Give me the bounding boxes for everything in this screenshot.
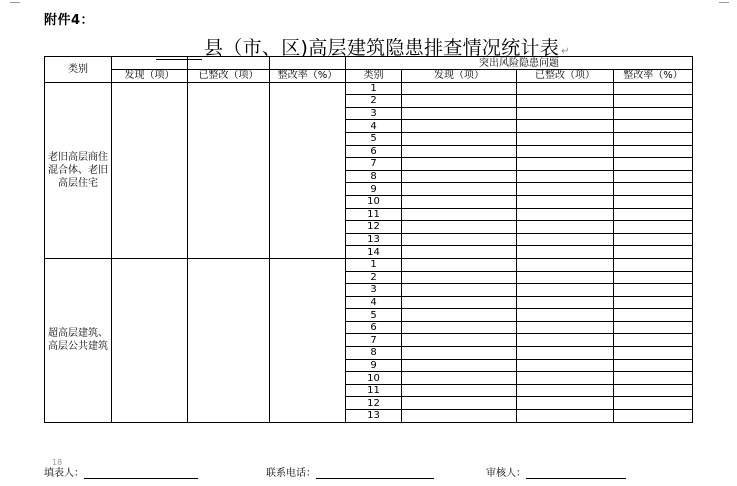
issue-found-cell[interactable] — [402, 170, 517, 183]
issue-rate-cell[interactable] — [614, 296, 693, 309]
section-found-cell[interactable] — [112, 82, 188, 258]
issue-rate-cell[interactable] — [614, 233, 693, 246]
issue-index: 7 — [346, 334, 402, 347]
issue-rectified-cell[interactable] — [517, 233, 614, 246]
issue-rate-cell[interactable] — [614, 221, 693, 234]
header-row-2 — [45, 70, 693, 83]
issue-rectified-cell[interactable] — [517, 183, 614, 196]
section-category-label: 超高层建筑、高层公共建筑 — [45, 258, 112, 422]
issue-rectified-cell[interactable] — [517, 120, 614, 133]
phone-label: 联系电话： — [266, 468, 316, 479]
issue-rate-cell[interactable] — [614, 410, 693, 423]
issue-found-cell[interactable] — [402, 397, 517, 410]
header-category: 类别 — [45, 57, 112, 83]
issue-rectified-cell[interactable] — [517, 347, 614, 360]
issue-rectified-cell[interactable] — [517, 321, 614, 334]
preparer-field — [44, 464, 198, 479]
issue-rectified-cell[interactable] — [517, 397, 614, 410]
issue-found-cell[interactable] — [402, 309, 517, 322]
issue-rate-cell[interactable] — [614, 321, 693, 334]
header-issue-rectified: 已整改（项） — [517, 70, 614, 83]
phone-field — [266, 464, 434, 479]
issue-index: 10 — [346, 372, 402, 385]
issue-rate-cell[interactable] — [614, 334, 693, 347]
issue-rate-cell[interactable] — [614, 372, 693, 385]
attachment-label: 附件4： — [44, 13, 95, 28]
issue-rate-cell[interactable] — [614, 120, 693, 133]
reviewer-field — [486, 464, 626, 479]
section-found-cell[interactable] — [112, 258, 188, 422]
issue-rate-cell[interactable] — [614, 284, 693, 297]
issue-rate-cell[interactable] — [614, 95, 693, 108]
issue-index: 5 — [346, 309, 402, 322]
issue-index: 5 — [346, 132, 402, 145]
issue-found-cell[interactable] — [402, 347, 517, 360]
issue-found-cell[interactable] — [402, 120, 517, 133]
issue-rate-cell[interactable] — [614, 359, 693, 372]
section-rectified-cell[interactable] — [188, 82, 270, 258]
issue-rate-cell[interactable] — [614, 397, 693, 410]
header-issue-category: 类别 — [346, 70, 402, 83]
issue-index: 8 — [346, 170, 402, 183]
issue-index: 6 — [346, 145, 402, 158]
issue-found-cell[interactable] — [402, 359, 517, 372]
issue-found-cell[interactable] — [402, 384, 517, 397]
header-blank-3 — [270, 57, 346, 70]
issue-rate-cell[interactable] — [614, 347, 693, 360]
issue-rectified-cell[interactable] — [517, 158, 614, 171]
issue-found-cell[interactable] — [402, 334, 517, 347]
header-rate: 整改率（%） — [270, 70, 346, 83]
issue-rectified-cell[interactable] — [517, 284, 614, 297]
issue-rate-cell[interactable] — [614, 107, 693, 120]
issue-rate-cell[interactable] — [614, 82, 693, 95]
issue-index: 11 — [346, 384, 402, 397]
right-crop-mark — [719, 2, 729, 3]
issue-index: 3 — [346, 284, 402, 297]
issue-found-cell[interactable] — [402, 195, 517, 208]
header-row-1 — [45, 57, 693, 70]
issue-found-cell[interactable] — [402, 158, 517, 171]
issue-rectified-cell[interactable] — [517, 95, 614, 108]
header-blank-1 — [112, 57, 188, 70]
header-issue-found: 发现（项） — [402, 70, 517, 83]
issue-found-cell[interactable] — [402, 321, 517, 334]
issue-found-cell[interactable] — [402, 132, 517, 145]
reviewer-blank — [526, 466, 626, 479]
issue-index: 8 — [346, 347, 402, 360]
issue-index: 1 — [346, 258, 402, 271]
section-rectified-cell[interactable] — [188, 258, 270, 422]
issue-rectified-cell[interactable] — [517, 372, 614, 385]
table-row — [45, 258, 693, 271]
title-text: 县（市、区)高层建筑隐患排查情况统计表 — [204, 37, 560, 59]
issue-index: 14 — [346, 246, 402, 259]
issue-index: 4 — [346, 120, 402, 133]
issue-found-cell[interactable] — [402, 246, 517, 259]
issue-found-cell[interactable] — [402, 107, 517, 120]
reviewer-label: 审核人： — [486, 468, 526, 479]
issue-rectified-cell[interactable] — [517, 296, 614, 309]
issue-rectified-cell[interactable] — [517, 170, 614, 183]
issue-rectified-cell[interactable] — [517, 208, 614, 221]
issue-found-cell[interactable] — [402, 372, 517, 385]
header-blank-2 — [188, 57, 270, 70]
issue-rectified-cell[interactable] — [517, 195, 614, 208]
issue-index: 9 — [346, 183, 402, 196]
issue-found-cell[interactable] — [402, 233, 517, 246]
phone-blank — [316, 466, 434, 479]
issue-rate-cell[interactable] — [614, 145, 693, 158]
issue-rate-cell[interactable] — [614, 208, 693, 221]
issue-index: 12 — [346, 221, 402, 234]
issue-found-cell[interactable] — [402, 95, 517, 108]
section-category-label: 老旧高层商住混合体、老旧高层住宅 — [45, 82, 112, 258]
issue-rectified-cell[interactable] — [517, 334, 614, 347]
preparer-label: 填表人： — [44, 468, 84, 479]
issue-found-cell[interactable] — [402, 271, 517, 284]
header-issues-group: 突出风险隐患问题 — [346, 57, 693, 70]
page-number: 18 — [52, 458, 63, 467]
issue-index: 12 — [346, 397, 402, 410]
issue-rectified-cell[interactable] — [517, 107, 614, 120]
paragraph-mark-icon: ↵ — [561, 46, 570, 57]
header-rectified: 已整改（项） — [188, 70, 270, 83]
preparer-blank — [84, 466, 198, 479]
issue-rate-cell[interactable] — [614, 170, 693, 183]
section-rate-cell[interactable] — [270, 82, 346, 258]
issue-found-cell[interactable] — [402, 145, 517, 158]
issue-rectified-cell[interactable] — [517, 221, 614, 234]
issue-index: 3 — [346, 107, 402, 120]
issue-index: 6 — [346, 321, 402, 334]
issue-rate-cell[interactable] — [614, 271, 693, 284]
section-rate-cell[interactable] — [270, 258, 346, 422]
issue-rectified-cell[interactable] — [517, 309, 614, 322]
issue-found-cell[interactable] — [402, 258, 517, 271]
issue-rectified-cell[interactable] — [517, 384, 614, 397]
issue-rate-cell[interactable] — [614, 195, 693, 208]
issue-index: 10 — [346, 195, 402, 208]
header-found: 发现（项） — [112, 70, 188, 83]
issue-found-cell[interactable] — [402, 284, 517, 297]
issue-found-cell[interactable] — [402, 296, 517, 309]
issue-index: 1 — [346, 82, 402, 95]
left-crop-mark — [10, 2, 20, 3]
issue-index: 4 — [346, 296, 402, 309]
issue-rate-cell[interactable] — [614, 258, 693, 271]
issue-rate-cell[interactable] — [614, 384, 693, 397]
issue-rectified-cell[interactable] — [517, 145, 614, 158]
issue-index: 9 — [346, 359, 402, 372]
issue-found-cell[interactable] — [402, 82, 517, 95]
statistics-table-container — [44, 56, 692, 423]
issue-rectified-cell[interactable] — [517, 271, 614, 284]
statistics-table — [44, 56, 693, 423]
issue-index: 13 — [346, 233, 402, 246]
issue-rate-cell[interactable] — [614, 246, 693, 259]
issue-index: 2 — [346, 95, 402, 108]
issue-found-cell[interactable] — [402, 410, 517, 423]
issue-rectified-cell[interactable] — [517, 410, 614, 423]
issue-rectified-cell[interactable] — [517, 246, 614, 259]
issue-found-cell[interactable] — [402, 208, 517, 221]
issue-index: 7 — [346, 158, 402, 171]
issue-index: 13 — [346, 410, 402, 423]
issue-rectified-cell[interactable] — [517, 82, 614, 95]
issue-index: 2 — [346, 271, 402, 284]
issue-rate-cell[interactable] — [614, 132, 693, 145]
issue-rectified-cell[interactable] — [517, 132, 614, 145]
issue-rate-cell[interactable] — [614, 158, 693, 171]
issue-rate-cell[interactable] — [614, 309, 693, 322]
issue-index: 11 — [346, 208, 402, 221]
table-row — [45, 82, 693, 95]
issue-found-cell[interactable] — [402, 221, 517, 234]
issue-rectified-cell[interactable] — [517, 258, 614, 271]
issue-rate-cell[interactable] — [614, 183, 693, 196]
header-issue-rate: 整改率（%） — [614, 70, 693, 83]
issue-found-cell[interactable] — [402, 183, 517, 196]
issue-rectified-cell[interactable] — [517, 359, 614, 372]
